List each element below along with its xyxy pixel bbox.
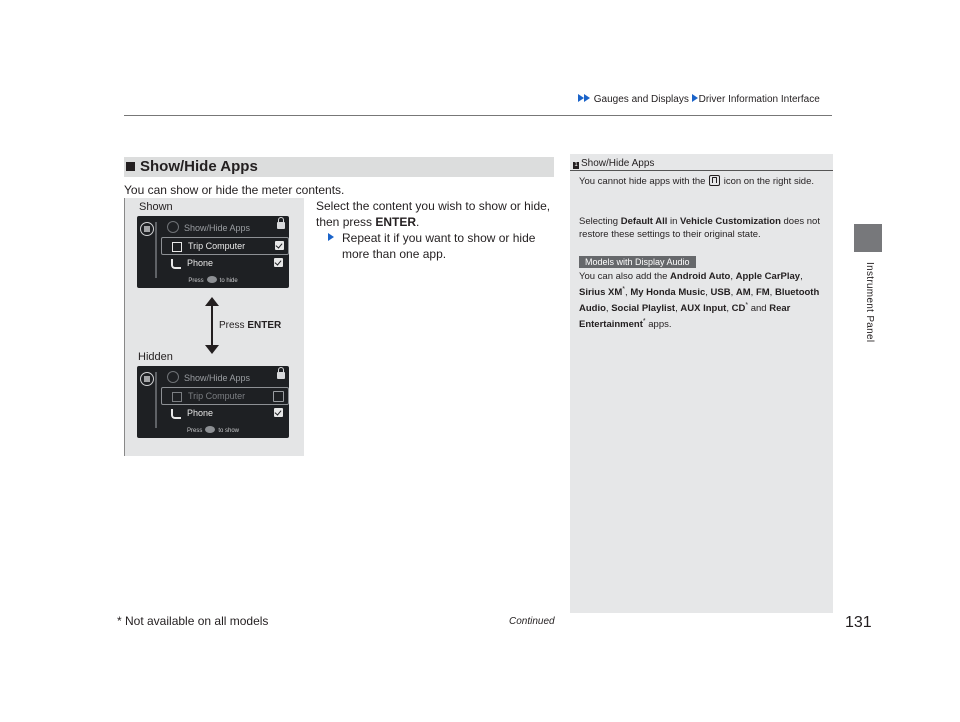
section-heading (124, 157, 554, 177)
breadcrumb-part-2: Driver Information Interface (698, 94, 820, 105)
chapter-label: Instrument Panel (864, 262, 875, 343)
screen-title: Show/Hide Apps (167, 371, 277, 385)
checkbox-checked-icon (275, 241, 284, 250)
note-rule (570, 170, 833, 171)
note-paragraph-1: You cannot hide apps with the icon on the right side. (579, 176, 815, 187)
models-badge: Models with Display Audio (579, 256, 696, 268)
list-item: Trip Computer (161, 237, 289, 255)
menu-icon (140, 372, 154, 386)
lock-icon (277, 372, 285, 379)
list-item: Phone (161, 255, 287, 271)
section-title: Show/Hide Apps (140, 158, 258, 175)
checkbox-checked-icon (274, 258, 283, 267)
hidden-label: Hidden (138, 351, 173, 363)
continued-label: Continued (509, 616, 555, 627)
fuel-icon (172, 392, 182, 402)
press-enter-label: Press ENTER (219, 320, 282, 331)
arrow-icon (692, 94, 698, 102)
apps-icon (167, 371, 179, 383)
note-paragraph-2: Selecting Default All in Vehicle Customization does not restore these settings to their original state. (579, 216, 820, 240)
phone-icon (171, 409, 181, 419)
square-bullet-icon (126, 162, 135, 171)
note-title: 1 Show/Hide Apps (574, 158, 655, 169)
lock-icon (277, 222, 285, 229)
intro-text: You can show or hide the meter contents. (124, 183, 345, 197)
list-item: Phone (161, 405, 287, 421)
arrow-icon (584, 94, 590, 102)
checkbox-unchecked-icon (273, 391, 284, 402)
page-number: 131 (845, 614, 872, 631)
shown-label: Shown (139, 201, 173, 213)
apps-icon (167, 221, 179, 233)
enter-button-icon (207, 276, 217, 283)
meter-screen-shown (137, 216, 289, 288)
enter-key-label: ENTER (375, 215, 417, 229)
screen-title: Show/Hide Apps (167, 221, 277, 235)
repeat-text: Repeat it if you want to show or hide more than one app. (342, 230, 556, 262)
breadcrumb-part-1: Gauges and Displays (593, 94, 689, 105)
meter-screen-hidden (137, 366, 289, 438)
lock-icon (709, 175, 720, 186)
chapter-tab (854, 224, 882, 252)
enter-button-icon (205, 426, 215, 433)
phone-icon (171, 259, 181, 269)
instruction-text: Select the content you wish to show or hide, then press ENTER. (316, 199, 551, 229)
note-paragraph-3: You can also add the Android Auto, Apple CarPlay, Sirius XM*, My Honda Music, USB, AM, FM, Bluetooth Audio, Social Playlist, AUX Input, CD* and Rear Entertainment* apps. (579, 271, 820, 331)
arrow-icon (328, 233, 334, 241)
checkbox-checked-icon (274, 408, 283, 417)
breadcrumb (578, 94, 820, 105)
reference-marker: 1 (574, 162, 578, 168)
menu-icon (140, 222, 154, 236)
double-arrow (211, 301, 213, 351)
header-rule (124, 115, 832, 116)
screen-hint: Press to show (186, 428, 240, 434)
arrow-down-icon (205, 345, 219, 354)
fuel-icon (172, 242, 182, 252)
screen-hint: Press to hide (188, 278, 238, 284)
list-item: Trip Computer (161, 387, 289, 405)
footnote: * Not available on all models (117, 614, 269, 628)
